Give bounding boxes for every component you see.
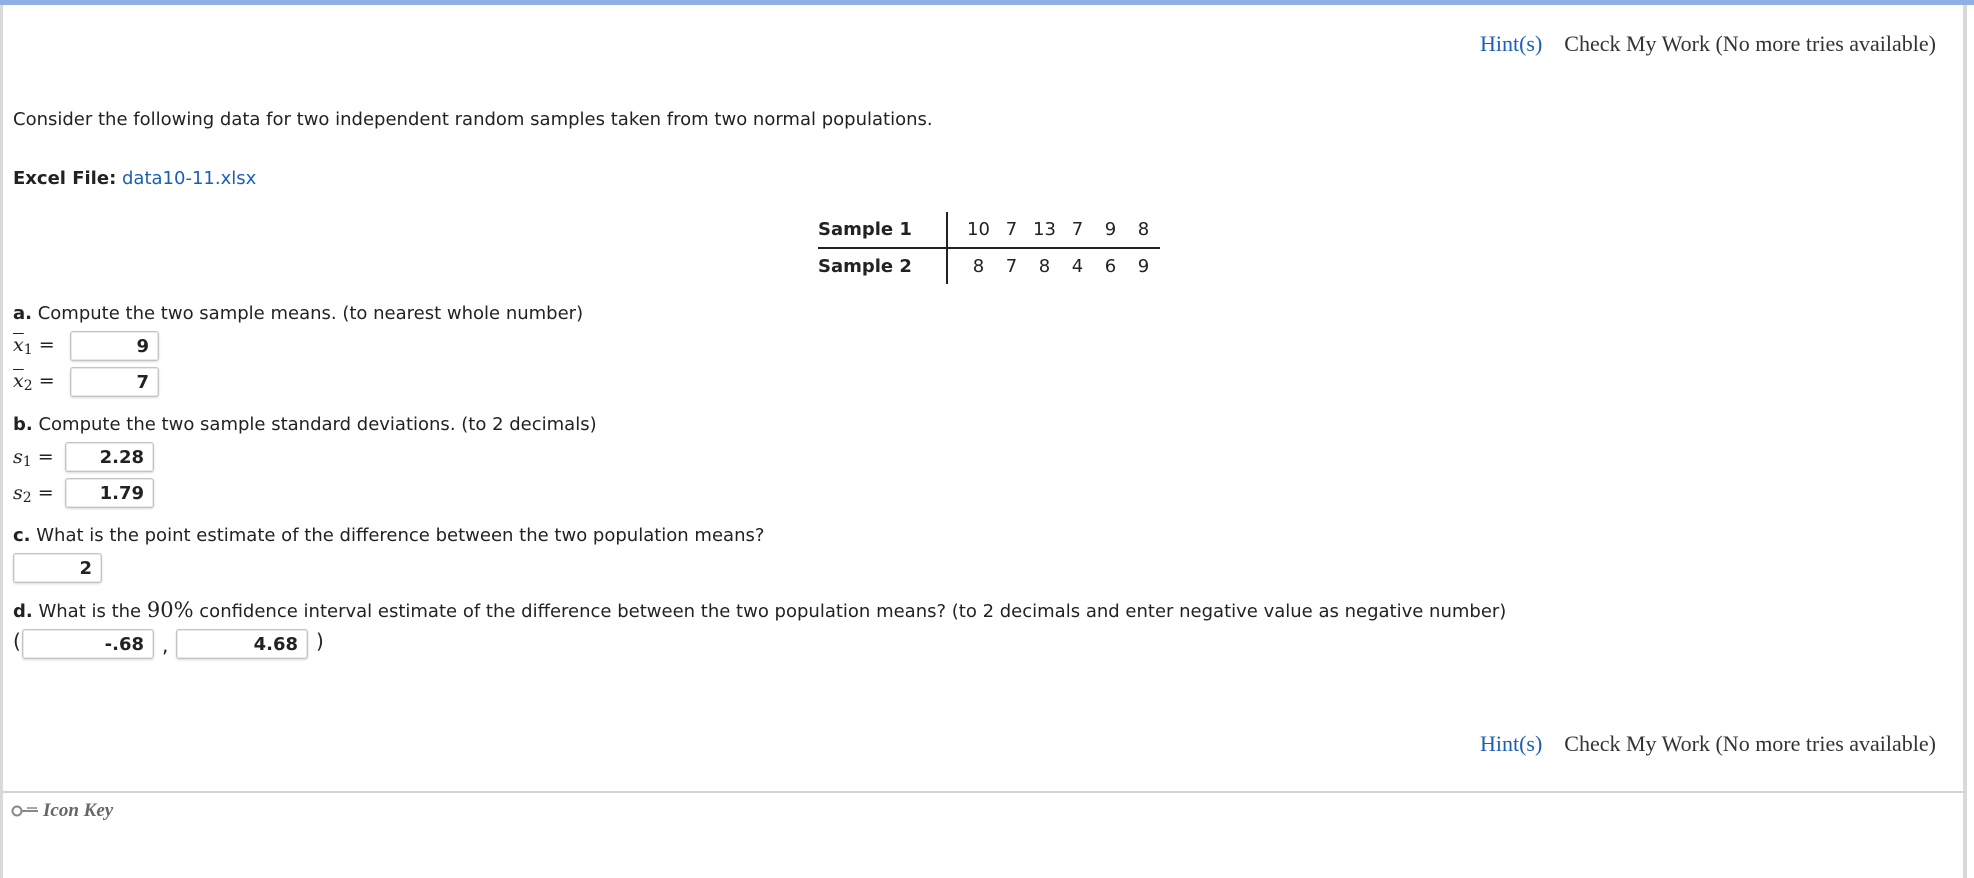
xbar1-label: $\overline{x}_1$ = xyxy=(13,334,55,358)
intro-text: Consider the following data for two independent random samples taken from two normal populations. xyxy=(13,109,933,130)
part-d-question: d. What is the 90% confidence interval estimate of the difference between the two population means? (to 2 decimals and enter negative value as negative number) xyxy=(13,598,1507,622)
table-row xyxy=(818,212,1160,248)
icon-key-button[interactable] xyxy=(11,800,113,822)
point-estimate-input[interactable]: 2 xyxy=(13,553,102,583)
sample-data-table xyxy=(818,212,1160,284)
s2-label: $s_2$ = xyxy=(13,482,54,506)
xbar2-input[interactable]: 7 xyxy=(70,367,159,397)
part-b-letter: b. xyxy=(13,414,33,435)
s1-label: $s_1$ = xyxy=(13,446,54,470)
icon-key-label: Icon Key xyxy=(43,800,114,821)
table-cell: 8 xyxy=(972,256,985,277)
excel-file-line xyxy=(13,168,256,189)
check-my-work-bottom[interactable]: Check My Work (No more tries available) xyxy=(1564,731,1936,756)
part-b-question xyxy=(13,414,597,435)
table-cell: 7 xyxy=(995,212,1028,248)
part-c-text: What is the point estimate of the difference between the two population means? xyxy=(36,525,765,546)
part-b-text: Compute the two sample standard deviations. (to 2 decimals) xyxy=(38,414,597,435)
table-cell: 13 xyxy=(1028,212,1061,248)
part-c-question xyxy=(13,525,764,546)
table-cell: 8 xyxy=(1127,212,1160,248)
table-cell: 9 xyxy=(1137,256,1150,277)
row-label: Sample 1 xyxy=(818,212,947,248)
ci-lower-input[interactable]: -.68 xyxy=(22,629,154,659)
hint-bar-bottom xyxy=(1480,731,1936,757)
key-icon xyxy=(11,804,39,818)
table-cell: 4 xyxy=(1071,256,1084,277)
row-label: Sample 2 xyxy=(818,256,912,277)
check-my-work-top[interactable]: Check My Work (No more tries available) xyxy=(1564,31,1936,56)
excel-file-link[interactable]: data10-11.xlsx xyxy=(122,168,257,189)
part-d-letter: d. xyxy=(13,601,33,622)
s1-input[interactable]: 2.28 xyxy=(65,442,154,472)
confidence-level: 90% xyxy=(146,598,194,622)
comma: , xyxy=(162,633,169,657)
part-c-letter: c. xyxy=(13,525,31,546)
hints-link-bottom[interactable]: Hint(s) xyxy=(1479,731,1543,756)
open-paren: ( xyxy=(13,629,21,653)
part-a-question xyxy=(13,303,583,324)
table-cell: 10 xyxy=(962,212,995,248)
hint-bar-top xyxy=(1480,31,1936,57)
s2-input[interactable]: 1.79 xyxy=(65,478,154,508)
part-a-text: Compute the two sample means. (to nearest whole number) xyxy=(37,303,584,324)
table-cell: 6 xyxy=(1104,256,1117,277)
table-cell: 7 xyxy=(1005,256,1018,277)
xbar2-label: $\overline{x}_2$ = xyxy=(13,370,55,394)
excel-file-label: Excel File: xyxy=(13,168,117,189)
table-cell: 8 xyxy=(1038,256,1051,277)
hints-link-top[interactable]: Hint(s) xyxy=(1479,31,1543,56)
table-cell: 9 xyxy=(1094,212,1127,248)
table-row xyxy=(818,248,1160,284)
close-paren: ) xyxy=(316,629,324,653)
xbar1-input[interactable]: 9 xyxy=(70,331,159,361)
ci-upper-input[interactable]: 4.68 xyxy=(176,629,308,659)
divider xyxy=(3,791,1967,793)
table-cell: 7 xyxy=(1061,212,1094,248)
part-a-letter: a. xyxy=(13,303,32,324)
